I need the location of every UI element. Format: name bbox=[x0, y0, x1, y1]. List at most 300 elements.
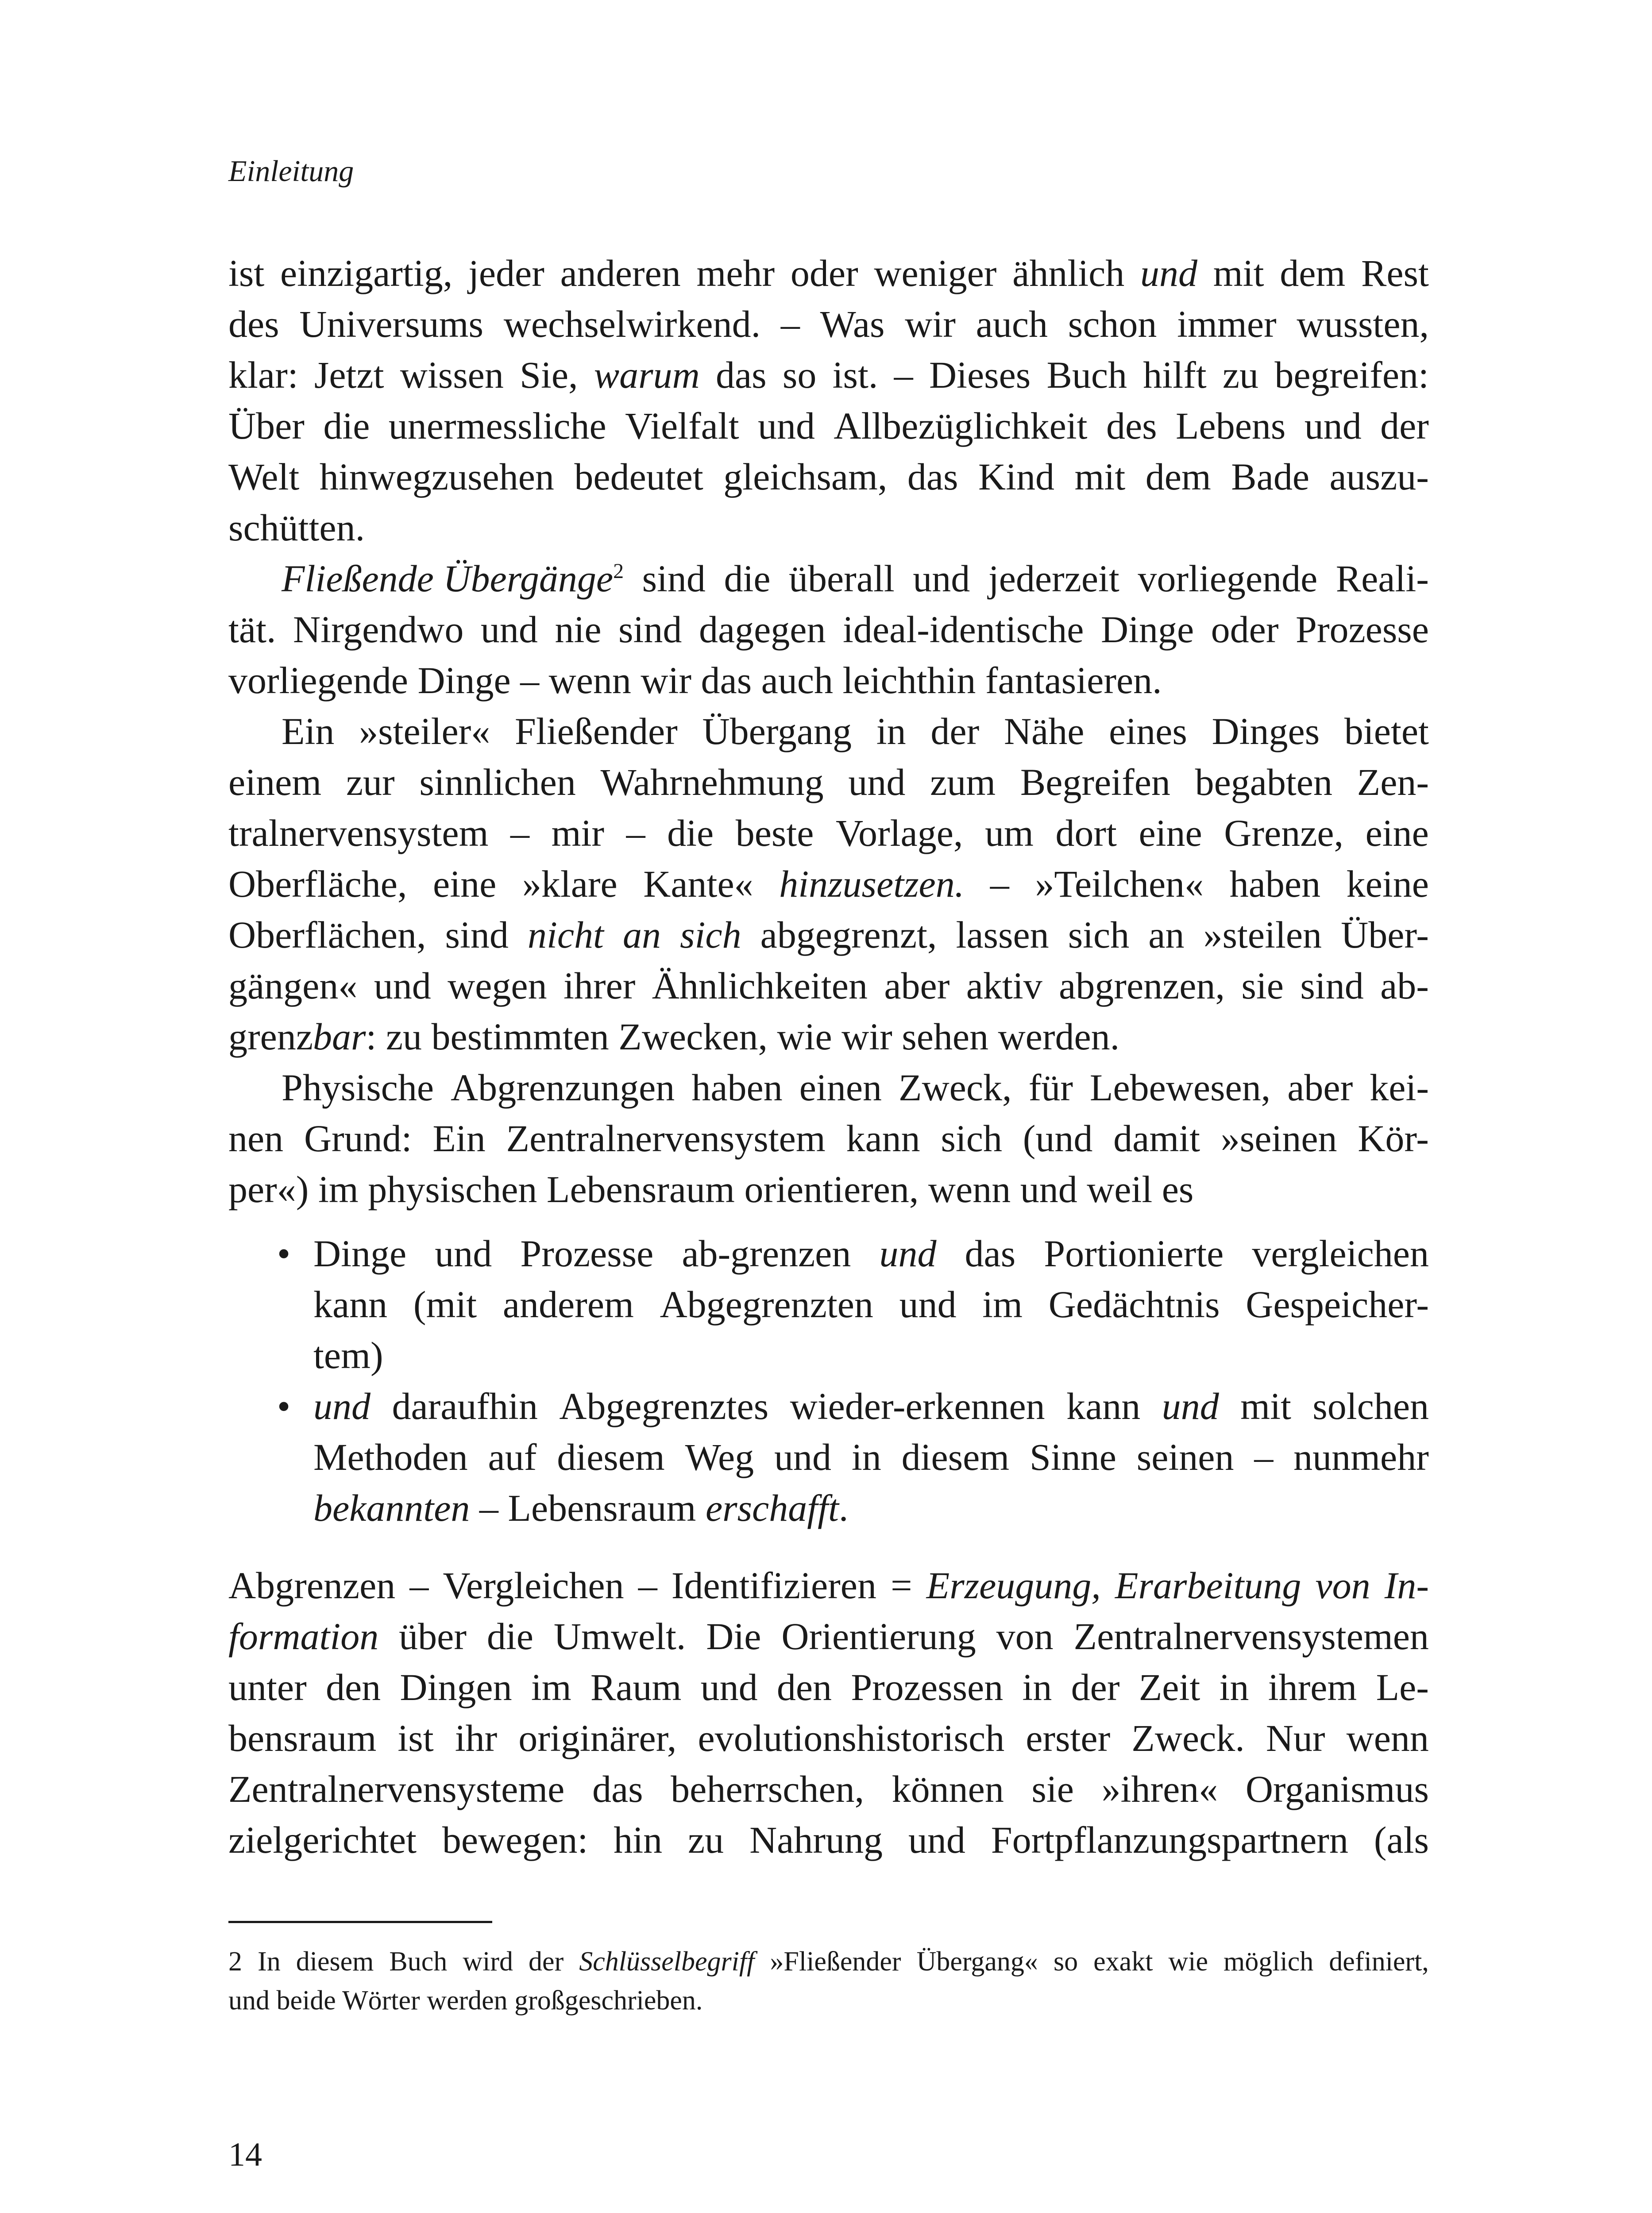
word: dort bbox=[1055, 812, 1117, 854]
emphasis: und bbox=[1162, 1385, 1219, 1427]
emphasis: bar bbox=[313, 1015, 366, 1058]
word: wenn bbox=[1346, 1717, 1429, 1759]
word: schon bbox=[1068, 303, 1157, 345]
bullet-line bbox=[228, 1483, 1429, 1534]
word: vorliegende bbox=[1138, 557, 1318, 600]
word: wussten, bbox=[1297, 303, 1429, 345]
word: einen bbox=[799, 1066, 882, 1109]
word: Vorlage, bbox=[835, 812, 963, 854]
emphasis: Erarbeitung bbox=[1115, 1564, 1301, 1607]
word: Ein bbox=[432, 1117, 486, 1160]
word: Abgegrenztes bbox=[559, 1385, 769, 1427]
word: Dinges bbox=[1212, 710, 1320, 752]
word: kei- bbox=[1370, 1066, 1429, 1109]
word: ihr bbox=[455, 1717, 498, 1759]
word: in bbox=[1219, 1666, 1249, 1708]
text-line bbox=[228, 808, 1429, 859]
word: »Fließender bbox=[770, 1947, 901, 1977]
word: sich bbox=[941, 1117, 1002, 1160]
word: Methoden bbox=[313, 1436, 468, 1478]
word: wie bbox=[1168, 1947, 1208, 1977]
emphasis: warum bbox=[594, 354, 700, 396]
emphasis: nicht bbox=[527, 914, 604, 956]
word: mit bbox=[1213, 252, 1264, 294]
emphasis: Schlüsselbegriff bbox=[579, 1947, 755, 1977]
word: auch bbox=[976, 303, 1048, 345]
word: – bbox=[780, 303, 800, 345]
word: »klare bbox=[522, 863, 618, 905]
word: haben bbox=[1229, 863, 1321, 905]
word: Gedächtnis bbox=[1048, 1283, 1220, 1326]
word: – bbox=[894, 354, 913, 396]
word: Zentralnervensysteme bbox=[228, 1768, 565, 1810]
word: seinen bbox=[1136, 1436, 1234, 1478]
running-head: Einleitung bbox=[228, 154, 354, 188]
word: Über- bbox=[1341, 914, 1429, 956]
spacer bbox=[228, 1215, 1429, 1228]
word: im bbox=[531, 1666, 571, 1708]
word: so bbox=[1053, 1947, 1078, 1977]
text-line bbox=[228, 1164, 1429, 1215]
word: um bbox=[984, 812, 1034, 854]
word: ist bbox=[228, 252, 265, 294]
bullet-line bbox=[228, 1432, 1429, 1483]
word: hilft bbox=[1143, 354, 1207, 396]
spacer bbox=[228, 1534, 1429, 1560]
text-line bbox=[228, 706, 1429, 757]
word: Wahrnehmung bbox=[600, 761, 824, 803]
text-fragment bbox=[228, 1011, 1119, 1062]
word: Orientierung bbox=[781, 1615, 976, 1658]
word: sind bbox=[445, 914, 509, 956]
word: Identifizieren bbox=[671, 1564, 876, 1607]
word: Grund: bbox=[304, 1117, 412, 1160]
word: Oberflächen, bbox=[228, 914, 426, 956]
word: von bbox=[996, 1615, 1054, 1658]
word: sind bbox=[618, 608, 682, 651]
word: »steiler« bbox=[359, 710, 490, 752]
word: überall bbox=[789, 557, 895, 600]
word: jederzeit bbox=[988, 557, 1119, 600]
word: unermessliche bbox=[388, 405, 606, 447]
word: über bbox=[399, 1615, 467, 1658]
text-line bbox=[228, 299, 1429, 350]
word: ideal-identische bbox=[843, 608, 1084, 651]
emphasis: hinzusetzen. bbox=[779, 863, 965, 905]
word: aber bbox=[884, 964, 950, 1007]
text-line bbox=[228, 604, 1429, 655]
word: eines bbox=[1109, 710, 1187, 752]
text-line bbox=[228, 451, 1429, 502]
word: daraufhin bbox=[392, 1385, 538, 1427]
word: auf bbox=[488, 1436, 537, 1478]
word: ist bbox=[398, 1717, 434, 1759]
word: – bbox=[409, 1564, 429, 1607]
word: eine bbox=[1139, 812, 1202, 854]
word: möglich bbox=[1224, 1947, 1314, 1977]
word: das bbox=[965, 1232, 1016, 1275]
word: Zentralnervensystemen bbox=[1073, 1615, 1429, 1658]
word: damit bbox=[1113, 1117, 1200, 1160]
word: abgrenzen, bbox=[1059, 964, 1225, 1007]
word: anderem bbox=[502, 1283, 634, 1326]
word: einzigartig, bbox=[280, 252, 453, 294]
emphasis: sich bbox=[680, 914, 741, 956]
word: »seinen bbox=[1220, 1117, 1337, 1160]
word: Nirgendwo bbox=[293, 608, 464, 651]
emphasis: bekannten bbox=[313, 1487, 470, 1529]
word: – bbox=[1254, 1436, 1274, 1478]
word: in bbox=[876, 710, 906, 752]
bullet-line bbox=[228, 1279, 1429, 1330]
footnote-number: 2 bbox=[228, 1947, 242, 1977]
word: auszu- bbox=[1329, 455, 1429, 498]
word: ist. bbox=[832, 354, 878, 396]
word: dagegen bbox=[699, 608, 826, 651]
word: – bbox=[990, 863, 1009, 905]
word: Buch bbox=[1046, 354, 1127, 396]
word: Buch bbox=[389, 1947, 448, 1977]
word: Weg bbox=[685, 1436, 754, 1478]
word: (und bbox=[1023, 1117, 1093, 1160]
word: Prozessen bbox=[851, 1666, 1004, 1708]
word: aber bbox=[1287, 1066, 1353, 1109]
text-line bbox=[228, 1011, 1429, 1062]
word: mir bbox=[551, 812, 605, 854]
word: kann bbox=[1066, 1385, 1141, 1427]
text-line bbox=[228, 1560, 1429, 1611]
word: exakt bbox=[1093, 1947, 1153, 1977]
word: in bbox=[851, 1436, 881, 1478]
word: Vergleichen bbox=[443, 1564, 624, 1607]
word: tralnervensystem bbox=[228, 812, 489, 854]
emphasis: formation bbox=[228, 1615, 379, 1658]
word: Kante« bbox=[643, 863, 753, 905]
word: sind bbox=[1300, 964, 1364, 1007]
word: haben bbox=[691, 1066, 783, 1109]
word: originärer, bbox=[518, 1717, 677, 1759]
word: klar: bbox=[228, 354, 298, 396]
word: Physische bbox=[282, 1066, 434, 1109]
text-line bbox=[228, 1611, 1429, 1662]
word: Lebewesen, bbox=[1089, 1066, 1271, 1109]
word: sinnlichen bbox=[419, 761, 576, 803]
word: die bbox=[323, 405, 370, 447]
word: können bbox=[892, 1768, 1004, 1810]
word: in bbox=[1022, 1666, 1052, 1708]
word: und bbox=[899, 1283, 957, 1326]
word: ab- bbox=[1380, 964, 1429, 1007]
text-line bbox=[228, 960, 1429, 1011]
word: den bbox=[776, 1666, 832, 1708]
word: dem bbox=[1145, 455, 1211, 498]
footnote-reference: 2 bbox=[613, 559, 624, 583]
word: gleichsam, bbox=[723, 455, 888, 498]
word: Vielfalt bbox=[625, 405, 739, 447]
word: Zentralnervensystem bbox=[506, 1117, 826, 1160]
word: wird bbox=[463, 1947, 513, 1977]
word: ihrer bbox=[564, 964, 636, 1007]
word: Reali- bbox=[1335, 557, 1429, 600]
word: und bbox=[700, 1666, 758, 1708]
word: tät. bbox=[228, 608, 276, 651]
word: = bbox=[891, 1564, 912, 1607]
word: Zweck, bbox=[899, 1066, 1012, 1109]
word: Umwelt. bbox=[553, 1615, 686, 1658]
text-line bbox=[228, 1713, 1429, 1764]
word: Nahrung bbox=[749, 1819, 883, 1861]
emphasis: und bbox=[879, 1232, 937, 1275]
word: der bbox=[529, 1947, 564, 1977]
word: Kör- bbox=[1358, 1117, 1429, 1160]
word: oder bbox=[790, 252, 858, 294]
word: Dinge bbox=[313, 1232, 407, 1275]
word: kann bbox=[846, 1117, 920, 1160]
text-line bbox=[228, 502, 1429, 553]
text-line bbox=[228, 1662, 1429, 1713]
word: diesem bbox=[557, 1436, 665, 1478]
text-fragment: tem) bbox=[313, 1334, 383, 1376]
emphasis: Erzeugung, bbox=[926, 1564, 1101, 1607]
footnote-divider bbox=[228, 1921, 492, 1923]
word: Abgrenzen bbox=[228, 1564, 396, 1607]
word: der bbox=[1071, 1666, 1120, 1708]
word: . bbox=[838, 1487, 849, 1529]
word: Dingen bbox=[400, 1666, 512, 1708]
word: und bbox=[908, 1819, 965, 1861]
word: und bbox=[758, 405, 815, 447]
word: die bbox=[486, 1615, 533, 1658]
text-line bbox=[228, 1113, 1429, 1164]
word: Kind bbox=[978, 455, 1055, 498]
word: hinwegzusehen bbox=[319, 455, 554, 498]
word: (als bbox=[1374, 1819, 1429, 1861]
word: zu bbox=[688, 1819, 724, 1861]
word: kann bbox=[313, 1283, 388, 1326]
word: : zu bestimmten Zwecken, wie wir sehen werden. bbox=[366, 1015, 1120, 1058]
word: für bbox=[1028, 1066, 1073, 1109]
word: diesem bbox=[296, 1947, 374, 1977]
word: und bbox=[374, 964, 431, 1007]
word: Zweck. bbox=[1131, 1717, 1245, 1759]
bullet-line bbox=[228, 1381, 1429, 1432]
word: immer bbox=[1177, 303, 1277, 345]
emphasis: In- bbox=[1384, 1564, 1429, 1607]
emphasis: von bbox=[1315, 1564, 1370, 1607]
text-fragment: und beide Wörter werden großgeschrieben. bbox=[228, 1986, 703, 2016]
word: Ein bbox=[282, 710, 335, 752]
word: eine bbox=[433, 863, 497, 905]
emphasis: Fließende Übergänge bbox=[282, 557, 614, 600]
word: wissen bbox=[400, 354, 504, 396]
word: In bbox=[258, 1947, 281, 1977]
word: Welt bbox=[228, 455, 300, 498]
word: an bbox=[1148, 914, 1185, 956]
word: zum bbox=[930, 761, 996, 803]
word: bensraum bbox=[228, 1717, 377, 1759]
word: nunmehr bbox=[1293, 1436, 1429, 1478]
word: die bbox=[724, 557, 771, 600]
word: mit bbox=[1074, 455, 1126, 498]
word: – bbox=[510, 812, 530, 854]
word: mit bbox=[1240, 1385, 1291, 1427]
word: begreifen: bbox=[1274, 354, 1429, 396]
emphasis: und bbox=[313, 1385, 371, 1427]
word: Über bbox=[228, 405, 305, 447]
word: des bbox=[1106, 405, 1157, 447]
word: und bbox=[848, 761, 906, 803]
text-line bbox=[228, 553, 1429, 604]
word: »steilen bbox=[1203, 914, 1322, 956]
word: Raum bbox=[590, 1666, 682, 1708]
word: – bbox=[638, 1564, 657, 1607]
word: beste bbox=[735, 812, 814, 854]
word: Jetzt bbox=[314, 354, 384, 396]
word: sind bbox=[642, 557, 706, 600]
text-fragment: vorliegende Dinge – wenn wir das auch leichthin fantasieren. bbox=[228, 659, 1162, 702]
word: Grenze, bbox=[1224, 812, 1344, 854]
word: Lebens bbox=[1175, 405, 1286, 447]
word: zu bbox=[1222, 354, 1259, 396]
word: lassen bbox=[956, 914, 1049, 956]
bullet-icon: • bbox=[277, 1232, 291, 1275]
word: weniger bbox=[874, 252, 997, 294]
word: das bbox=[592, 1768, 643, 1810]
word: vergleichen bbox=[1252, 1232, 1429, 1275]
text-line bbox=[228, 910, 1429, 960]
text-line bbox=[228, 401, 1429, 451]
word: den bbox=[325, 1666, 381, 1708]
emphasis: an bbox=[623, 914, 661, 956]
word: solchen bbox=[1312, 1385, 1429, 1427]
word: Bade bbox=[1231, 455, 1309, 498]
word: einem bbox=[228, 761, 322, 803]
word: die bbox=[667, 812, 714, 854]
word: nen bbox=[228, 1117, 284, 1160]
word: evolutionshistorisch bbox=[698, 1717, 1005, 1759]
word: der bbox=[930, 710, 980, 752]
word: hin bbox=[614, 1819, 663, 1861]
bullet-line bbox=[228, 1228, 1429, 1279]
text-line bbox=[228, 655, 1429, 706]
emphasis: erschafft bbox=[705, 1487, 839, 1529]
bullet-line bbox=[228, 1330, 1429, 1381]
word: Allbezüglichkeit bbox=[834, 405, 1088, 447]
word: Sinne bbox=[1030, 1436, 1116, 1478]
word: »ihren« bbox=[1101, 1768, 1218, 1810]
word: und bbox=[1304, 405, 1362, 447]
footnotes bbox=[228, 1942, 1429, 2020]
word: mehr bbox=[696, 252, 775, 294]
text-fragment: per«) im physischen Lebensraum orientieren, wenn und weil es bbox=[228, 1168, 1194, 1211]
word: Prozesse bbox=[1296, 608, 1429, 651]
text-line bbox=[228, 757, 1429, 808]
word: »Teilchen« bbox=[1035, 863, 1204, 905]
word: unter bbox=[228, 1666, 307, 1708]
text-line bbox=[228, 350, 1429, 401]
word: keine bbox=[1346, 863, 1429, 905]
word: des bbox=[228, 303, 279, 345]
word: oder bbox=[1211, 608, 1279, 651]
word: Was bbox=[820, 303, 885, 345]
text-line bbox=[228, 859, 1429, 910]
word: das bbox=[716, 354, 767, 396]
word: sie bbox=[1031, 1768, 1074, 1810]
word: Portionierte bbox=[1044, 1232, 1224, 1275]
word: Nähe bbox=[1004, 710, 1085, 752]
word: Ähnlichkeiten bbox=[652, 964, 868, 1007]
word: und bbox=[913, 557, 970, 600]
word: Sie, bbox=[520, 354, 578, 396]
word: ihrem bbox=[1268, 1666, 1357, 1708]
word: wieder-erkennen bbox=[790, 1385, 1045, 1427]
word: (mit bbox=[413, 1283, 477, 1326]
text-fragment: schütten. bbox=[228, 506, 365, 549]
word: wechselwirkend. bbox=[503, 303, 761, 345]
word: Organismus bbox=[1245, 1768, 1429, 1810]
text-fragment bbox=[282, 553, 624, 604]
word: Zen- bbox=[1357, 761, 1429, 803]
word: zielgerichtet bbox=[228, 1819, 417, 1861]
word: zur bbox=[346, 761, 395, 803]
page-number: 14 bbox=[228, 2136, 262, 2173]
word: das bbox=[907, 455, 958, 498]
word: ab-grenzen bbox=[682, 1232, 851, 1275]
footnote-line bbox=[228, 1942, 1429, 1981]
word: Rest bbox=[1361, 252, 1429, 294]
word: wir bbox=[905, 303, 956, 345]
word: Dieses bbox=[929, 354, 1031, 396]
word: begabten bbox=[1195, 761, 1332, 803]
word: Fortpflanzungspartnern bbox=[991, 1819, 1348, 1861]
text-line bbox=[228, 1062, 1429, 1113]
word: wegen bbox=[448, 964, 547, 1007]
word: sie bbox=[1241, 964, 1284, 1007]
word: Abgegrenzten bbox=[660, 1283, 873, 1326]
word: der bbox=[1380, 405, 1429, 447]
word: abgegrenzt, bbox=[760, 914, 937, 956]
word: Nur bbox=[1266, 1717, 1325, 1759]
word: Oberfläche, bbox=[228, 863, 407, 905]
word: jeder bbox=[468, 252, 544, 294]
word: erster bbox=[1026, 1717, 1111, 1759]
word: Abgrenzungen bbox=[451, 1066, 675, 1109]
word: gängen« bbox=[228, 964, 358, 1007]
word: bedeutet bbox=[574, 455, 703, 498]
word: Gespeicher- bbox=[1246, 1283, 1429, 1326]
word: und bbox=[480, 608, 538, 651]
text-fragment bbox=[313, 1483, 848, 1534]
word: diesem bbox=[901, 1436, 1010, 1478]
text-line bbox=[228, 1764, 1429, 1815]
text-line bbox=[228, 1815, 1429, 1866]
word: so bbox=[782, 354, 817, 396]
word: Universums bbox=[299, 303, 484, 345]
word: – Lebensraum bbox=[470, 1487, 706, 1529]
word: ähnlich bbox=[1012, 252, 1125, 294]
word: Übergang bbox=[702, 710, 852, 752]
word: und bbox=[435, 1232, 492, 1275]
word: Prozesse bbox=[520, 1232, 654, 1275]
word: nie bbox=[555, 608, 602, 651]
word: eine bbox=[1365, 812, 1429, 854]
word: aktiv bbox=[966, 964, 1042, 1007]
body-text bbox=[228, 248, 1429, 1866]
word: dem bbox=[1280, 252, 1346, 294]
word: anderen bbox=[560, 252, 681, 294]
word: – bbox=[626, 812, 645, 854]
word: Le- bbox=[1376, 1666, 1429, 1708]
